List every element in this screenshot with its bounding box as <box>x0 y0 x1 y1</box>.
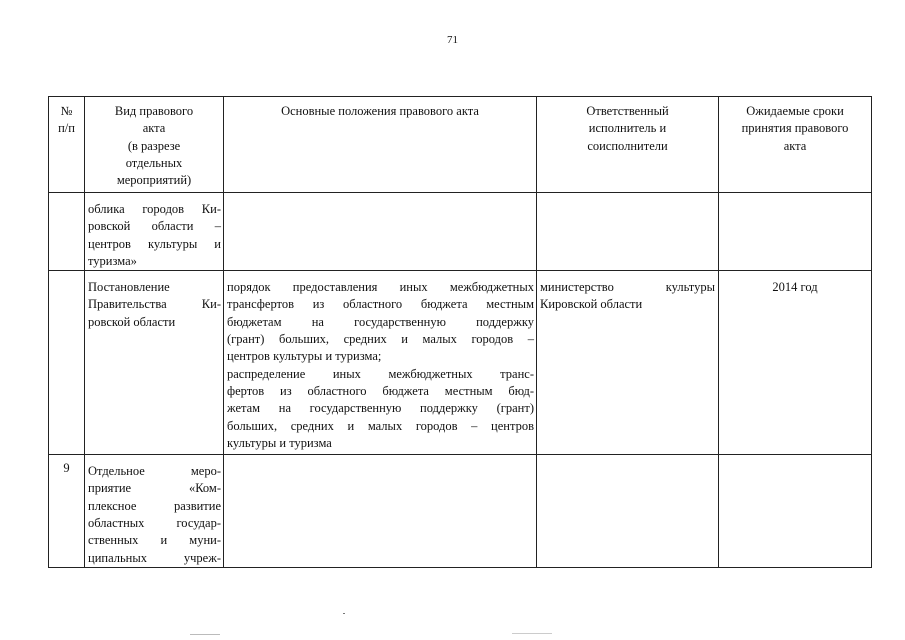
row-number <box>49 271 84 276</box>
act-type-cell <box>85 271 224 455</box>
header-line: соисполнители <box>587 138 668 153</box>
text-line: культуры и туризма <box>227 435 332 450</box>
header-line: № <box>60 104 73 118</box>
act-type-cell <box>85 455 224 568</box>
header-responsible <box>537 97 719 193</box>
scan-speck <box>512 633 552 634</box>
scan-speck <box>343 613 345 614</box>
deadline-text <box>719 193 871 201</box>
text-line: Правительства Ки- <box>88 297 221 312</box>
header-line: Основные положения правового акта <box>281 104 479 118</box>
header-line: Вид правового <box>114 104 194 118</box>
scan-speck <box>190 634 220 635</box>
table-row <box>49 271 872 455</box>
header-provisions <box>224 97 537 193</box>
deadline-cell <box>719 271 872 455</box>
text-line: Кировской области <box>540 297 643 312</box>
page-number: 71 <box>447 34 458 46</box>
act-type-text <box>85 455 223 567</box>
deadline-cell <box>719 455 872 568</box>
header-number <box>49 97 85 193</box>
text-line: облика городов Ки- <box>88 202 221 216</box>
deadline-cell <box>719 193 872 271</box>
text-line: бюджетам на государственную поддержку <box>227 314 534 329</box>
table-row <box>49 193 872 271</box>
provisions-cell <box>224 271 537 455</box>
header-line: Ожидаемые сроки <box>746 104 844 118</box>
text-line: жетам на государственную поддержку (грант) <box>227 401 534 416</box>
row-number: 9 <box>63 461 70 476</box>
text-line: туризма» <box>88 253 137 268</box>
header-line: исполнитель и <box>588 121 667 136</box>
header-line: мероприятий) <box>116 173 192 188</box>
text-line: ственных и муни- <box>88 533 221 548</box>
header-deadline <box>719 97 872 193</box>
text-line: ровской области <box>88 314 176 329</box>
text-line: трансфертов из областного бюджета местным <box>227 297 534 312</box>
table-row <box>49 455 872 568</box>
text-line: приятие «Ком- <box>88 481 221 496</box>
provisions-cell <box>224 193 537 271</box>
provisions-text <box>224 271 536 452</box>
text-line: министерство культуры <box>540 280 715 295</box>
header-line: принятия правового <box>741 121 849 136</box>
responsible-cell <box>537 455 719 568</box>
text-line: центров культуры и туризма; <box>227 349 382 364</box>
header-act-type-text <box>85 97 223 189</box>
row-number <box>49 193 84 198</box>
header-act-type <box>85 97 224 193</box>
responsible-cell <box>537 271 719 455</box>
deadline-text: 2014 год <box>772 280 818 295</box>
header-line: отдельных <box>125 155 183 170</box>
text-line: областных государ- <box>88 516 221 531</box>
text-line: (грант) больших, средних и малых городов – <box>227 332 534 347</box>
act-type-text <box>85 271 223 331</box>
text-line: распределение иных межбюджетных транс- <box>227 366 534 381</box>
text-line: плексное развитие <box>88 498 221 513</box>
header-responsible-text <box>537 97 718 155</box>
act-type-text <box>85 193 223 270</box>
header-number-text <box>49 97 84 138</box>
row-number-cell <box>49 455 85 568</box>
text-line: ровской области – <box>88 219 221 234</box>
deadline-text <box>719 455 871 463</box>
text-line: фертов из областного бюджета местным бюд- <box>227 383 534 398</box>
responsible-cell <box>537 193 719 271</box>
header-line: (в разрезе <box>127 138 181 153</box>
header-line: акта <box>142 121 166 136</box>
text-line: больших, средних и малых городов – центров <box>227 418 534 433</box>
row-number-cell <box>49 271 85 455</box>
text-line: Постановление <box>88 280 170 295</box>
text-line: Отдельное меро- <box>88 464 221 479</box>
header-deadline-text <box>719 97 871 155</box>
responsible-text <box>537 271 718 314</box>
header-provisions-text <box>224 97 536 120</box>
legal-acts-table <box>48 96 872 568</box>
provisions-cell <box>224 455 537 568</box>
text-line: центров культуры и <box>88 236 221 251</box>
header-line: Ответственный <box>586 104 669 118</box>
text-line: ципальных учреж- <box>88 550 221 565</box>
header-line: п/п <box>58 121 75 136</box>
text-line: порядок предоставления иных межбюджетных <box>227 280 534 295</box>
header-line: акта <box>783 138 807 153</box>
row-number-cell <box>49 193 85 271</box>
act-type-cell <box>85 193 224 271</box>
table-header-row <box>49 97 872 193</box>
